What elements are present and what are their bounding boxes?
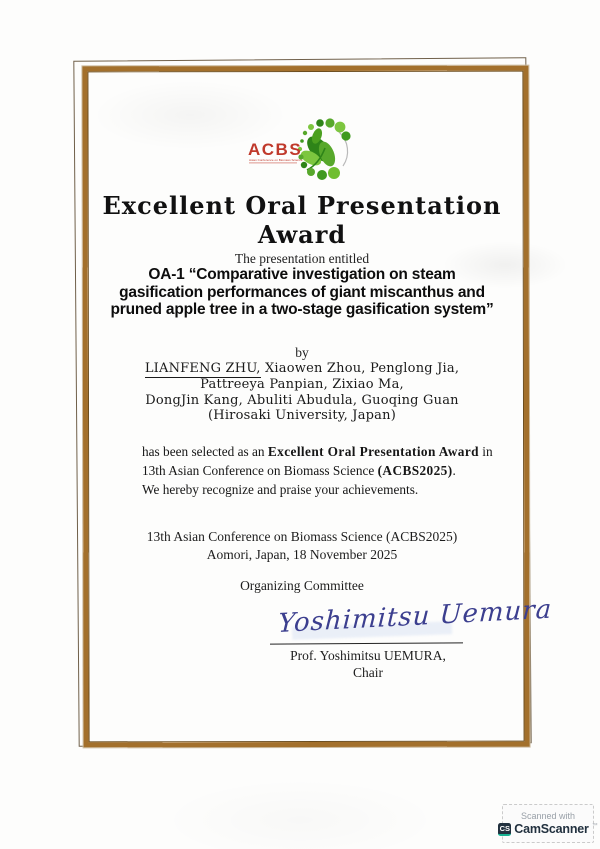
camscanner-logo-icon: CS — [498, 823, 511, 836]
authors-line-3: DongJin Kang, Abuliti Abudula, Guoqing Guan — [145, 392, 459, 408]
award-text: 13th Asian Conference on Biomass Science — [142, 462, 375, 478]
award-text: has been selected as an — [142, 444, 265, 459]
award-name-bold: Excellent Oral Presentation Award — [267, 444, 479, 459]
acbs-leaf-emblem-icon — [247, 118, 361, 180]
signer-title: Chair — [353, 665, 383, 680]
paper-title — [90, 266, 514, 319]
award-heading: Excellent Oral Presentation Award — [102, 191, 502, 249]
conference-info — [90, 528, 514, 564]
authors-line-2: Pattreeya Panpian, Zixiao Ma, — [200, 376, 404, 392]
logo-tagline: Asian Conference on Biomass Science — [249, 158, 303, 162]
camscanner-badge — [499, 804, 598, 843]
organizing-committee-label: Organizing Committee — [240, 578, 364, 593]
conference-name: 13th Asian Conference on Biomass Science (ACBS2025) — [146, 529, 458, 544]
authors-block — [90, 361, 514, 424]
award-text: in — [482, 444, 493, 459]
presentation-intro: The presentation entitled — [234, 251, 370, 266]
acbs-logo — [247, 118, 361, 180]
camscanner-caption: Scanned with — [520, 810, 576, 821]
authors-line-1-rest: Xiaowen Zhou, Penglong Jia, — [264, 361, 460, 376]
award-statement-line-1 — [142, 443, 498, 462]
paper-title-line-3: pruned apple tree in a two-stage gasification system” — [110, 301, 494, 318]
camscanner-logo-row — [498, 822, 597, 837]
paper-title-line-2: gasification performances of giant miscanthus and — [119, 283, 485, 301]
award-statement-line-3: We hereby recognize and praise your achievements. — [142, 481, 419, 497]
authors-line-1 — [90, 361, 514, 377]
logo-acronym: ACBS — [248, 140, 303, 159]
signer-name: Prof. Yoshimitsu UEMURA, — [290, 648, 446, 663]
paper-title-line-1: OA-1 “Comparative investigation on steam — [148, 266, 456, 283]
camscanner-app-name: CamScanner — [514, 821, 589, 836]
signature-handwriting: Yoshimitsu Uemura — [277, 594, 553, 640]
award-text: . — [452, 462, 456, 478]
award-statement — [142, 443, 498, 499]
conference-acronym-bold: (ACBS2025) — [377, 462, 453, 478]
lead-author: LIANFENG ZHU, — [144, 361, 261, 376]
by-label: by — [295, 345, 309, 360]
camscanner-trademark: ™ — [591, 822, 598, 829]
conference-date-location: Aomori, Japan, 18 November 2025 — [206, 547, 398, 562]
award-statement-line-2 — [142, 462, 498, 481]
authors-affiliation: (Hirosaki University, Japan) — [208, 408, 396, 424]
